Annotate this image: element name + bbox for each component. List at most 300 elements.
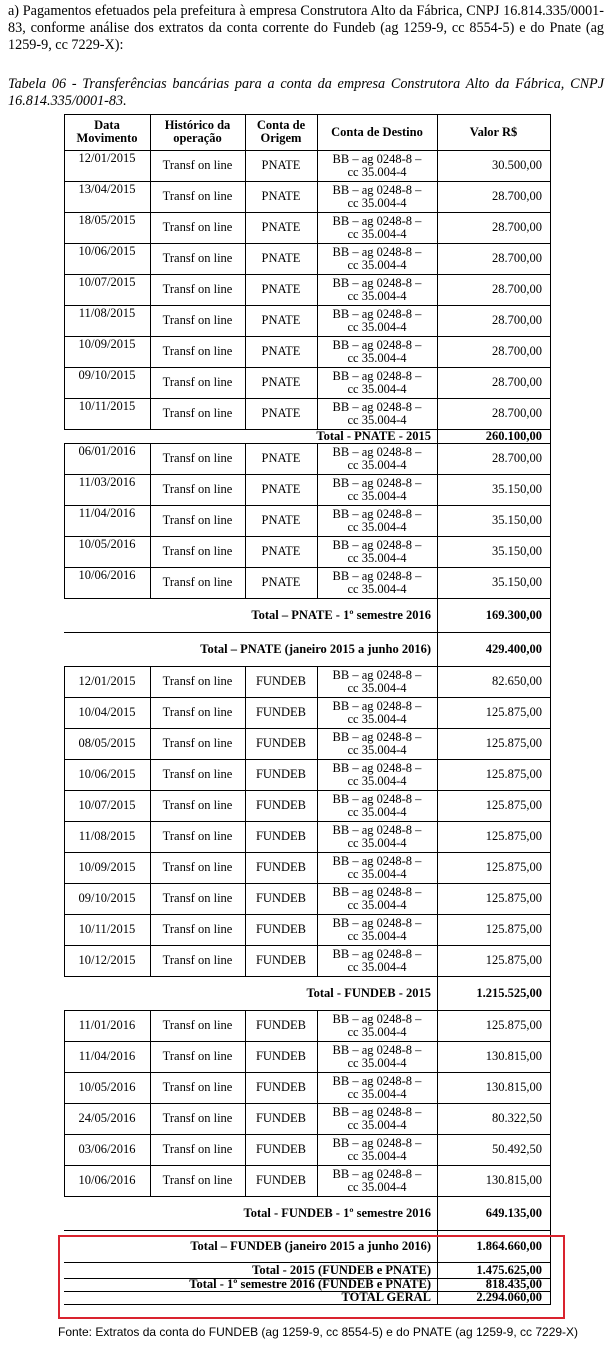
column-rule [64,759,65,790]
value-cell: 125.875,00 [485,767,542,781]
column-rule [245,1010,246,1041]
destination-bank-agency: BB – ag 0248-8 – [332,791,422,806]
column-rule [64,914,65,945]
destination-bank-agency: BB – ag 0248-8 – [332,1166,422,1181]
row-rule [64,976,551,977]
origin-cell: FUNDEB [255,798,306,812]
destination-bank-agency: BB – ag 0248-8 – [332,275,422,290]
column-rule [64,697,65,728]
value-cell: 50.492,50 [492,1142,542,1156]
column-rule [150,790,151,821]
value-cell: 125.875,00 [485,922,542,936]
destination-account-number: cc 35.004-4 [347,680,407,695]
column-rule [550,1165,551,1196]
table-caption: Tabela 06 - Transferências bancárias para a conta da empresa Construtora Alto da Fábrica, CNPJ 16.814.335/0001-83. [8,76,604,109]
column-rule [437,150,438,181]
column-rule [550,598,551,632]
row-rule [64,1196,551,1197]
column-rule [437,212,438,243]
grand-total-4-value: 2.294.060,00 [476,1290,542,1304]
column-rule [64,367,65,398]
column-rule [317,1072,318,1103]
date-cell: 10/04/2015 [78,705,136,719]
column-rule [317,883,318,914]
destination-account-number: cc 35.004-4 [347,350,407,365]
origin-cell: FUNDEB [255,1173,306,1187]
column-rule [437,1165,438,1196]
destination-bank-agency: BB – ag 0248-8 – [332,1011,422,1026]
history-cell: Transf on line [162,1049,233,1063]
history-cell: Transf on line [162,1142,233,1156]
column-rule [245,212,246,243]
column-rule [245,697,246,728]
destination-account-number: cc 35.004-4 [347,550,407,565]
column-rule [245,666,246,697]
date-cell: 10/12/2015 [78,953,136,967]
column-rule [150,1165,151,1196]
row-rule [64,1230,551,1231]
pnate-total-2-value: 169.300,00 [485,608,542,622]
destination-bank-agency: BB – ag 0248-8 – [332,337,422,352]
column-rule [64,1165,65,1196]
origin-cell: PNATE [261,282,301,296]
column-rule [150,821,151,852]
header-value: Valor R$ [469,124,518,139]
column-rule [64,1010,65,1041]
value-cell: 28.700,00 [492,251,542,265]
history-cell: Transf on line [162,767,233,781]
destination-bank-agency: BB – ag 0248-8 – [332,475,422,490]
destination-account-number: cc 35.004-4 [347,959,407,974]
destination-bank-agency: BB – ag 0248-8 – [332,915,422,930]
destination-account-cell [317,474,437,505]
column-rule [245,1165,246,1196]
destination-account-number: cc 35.004-4 [347,412,407,427]
header-origin: Conta de Origem [256,118,306,145]
column-rule [245,852,246,883]
column-rule [150,759,151,790]
column-rule [150,697,151,728]
column-rule [317,666,318,697]
value-cell: 125.875,00 [485,736,542,750]
column-rule [437,181,438,212]
column-rule [150,1010,151,1041]
column-rule [437,505,438,536]
column-rule [437,852,438,883]
highlight-box [58,1235,565,1319]
destination-account-number: cc 35.004-4 [347,581,407,596]
column-rule [317,1010,318,1041]
history-cell: Transf on line [162,544,233,558]
column-rule [437,1134,438,1165]
destination-account-cell [317,852,437,883]
column-rule [550,150,551,181]
origin-cell: PNATE [261,220,301,234]
destination-bank-agency: BB – ag 0248-8 – [332,698,422,713]
origin-cell: PNATE [261,575,301,589]
column-rule [550,821,551,852]
column-rule [64,1072,65,1103]
destination-account-number: cc 35.004-4 [347,1086,407,1101]
column-rule [64,212,65,243]
column-rule [64,114,65,150]
column-rule [150,243,151,274]
column-rule [437,536,438,567]
destination-account-number: cc 35.004-4 [347,1148,407,1163]
column-rule [317,243,318,274]
value-cell: 125.875,00 [485,829,542,843]
date-cell: 09/10/2015 [78,891,136,905]
destination-bank-agency: BB – ag 0248-8 – [332,1104,422,1119]
column-rule [550,536,551,567]
column-rule [550,429,551,443]
destination-account-cell [317,536,437,567]
origin-cell: PNATE [261,451,301,465]
column-rule [64,567,65,598]
column-rule [550,474,551,505]
column-rule [245,536,246,567]
destination-bank-agency: BB – ag 0248-8 – [332,1135,422,1150]
value-cell: 80.322,50 [492,1111,542,1125]
destination-bank-agency: BB – ag 0248-8 – [332,244,422,259]
value-cell: 125.875,00 [485,705,542,719]
origin-cell: PNATE [261,251,301,265]
destination-account-number: cc 35.004-4 [347,773,407,788]
date-cell: 08/05/2015 [78,736,136,750]
destination-account-cell [317,914,437,945]
column-rule [550,212,551,243]
column-rule [64,305,65,336]
column-rule [150,1041,151,1072]
history-cell: Transf on line [162,1173,233,1187]
date-cell: 10/11/2015 [78,399,136,413]
column-rule [550,852,551,883]
header-date: Data Movimento [76,118,138,145]
column-rule [245,759,246,790]
destination-account-number: cc 35.004-4 [347,226,407,241]
destination-bank-agency: BB – ag 0248-8 – [332,506,422,521]
history-cell: Transf on line [162,406,233,420]
destination-account-number: cc 35.004-4 [347,1024,407,1039]
column-rule [245,1134,246,1165]
column-rule [317,505,318,536]
table-source: Fonte: Extratos da conta do FUNDEB (ag 1259-9, cc 8554-5) e do PNATE (ag 1259-9, cc 7229-X) [58,1325,579,1339]
column-rule [317,567,318,598]
origin-cell: PNATE [261,313,301,327]
date-cell: 10/06/2015 [78,767,136,781]
column-rule [245,367,246,398]
destination-bank-agency: BB – ag 0248-8 – [332,1042,422,1057]
column-rule [437,976,438,1010]
column-rule [150,398,151,429]
column-rule [64,243,65,274]
date-cell: 09/10/2015 [78,368,136,382]
column-rule [64,398,65,429]
history-cell: Transf on line [162,736,233,750]
destination-account-cell [317,666,437,697]
destination-bank-agency: BB – ag 0248-8 – [332,729,422,744]
column-rule [550,443,551,474]
column-rule [150,945,151,976]
column-rule [64,1103,65,1134]
column-rule [64,728,65,759]
column-rule [550,632,551,666]
date-cell: 10/05/2016 [78,537,136,551]
destination-account-number: cc 35.004-4 [347,928,407,943]
pnate-overall-total-value: 429.400,00 [485,642,542,656]
column-rule [245,728,246,759]
date-cell: 10/06/2016 [78,1173,136,1187]
destination-bank-agency: BB – ag 0248-8 – [332,822,422,837]
column-rule [437,443,438,474]
destination-account-cell [317,790,437,821]
date-cell: 10/07/2015 [78,275,136,289]
column-rule [64,150,65,181]
destination-account-number: cc 35.004-4 [347,288,407,303]
column-rule [317,728,318,759]
column-rule [245,883,246,914]
destination-account-cell [317,150,437,181]
date-cell: 12/01/2015 [78,674,136,688]
column-rule [64,505,65,536]
pnate-total-1-value: 260.100,00 [485,429,542,443]
origin-cell: PNATE [261,344,301,358]
history-cell: Transf on line [162,953,233,967]
column-rule [437,945,438,976]
column-rule [245,790,246,821]
destination-bank-agency: BB – ag 0248-8 – [332,946,422,961]
destination-account-number: cc 35.004-4 [347,742,407,757]
intro-paragraph: a) Pagamentos efetuados pela prefeitura à empresa Construtora Alto da Fábrica, CNPJ 16.814.335/0001-83, conforme análise dos extratos da conta corrente do Fundeb (ag 1259-9, cc 8554-5) e do Pnate (ag 1259-9, cc 7229-X): [8,3,604,53]
destination-account-cell [317,821,437,852]
column-rule [245,914,246,945]
value-cell: 28.700,00 [492,406,542,420]
destination-bank-agency: BB – ag 0248-8 – [332,182,422,197]
date-cell: 10/09/2015 [78,337,136,351]
column-rule [64,336,65,367]
column-rule [150,1103,151,1134]
column-rule [64,852,65,883]
destination-account-cell [317,398,437,429]
destination-account-cell [317,567,437,598]
date-cell: 24/05/2016 [78,1111,136,1125]
value-cell: 125.875,00 [485,1018,542,1032]
column-rule [550,697,551,728]
destination-account-cell [317,697,437,728]
column-rule [317,181,318,212]
destination-account-cell [317,243,437,274]
column-rule [317,274,318,305]
history-cell: Transf on line [162,482,233,496]
destination-bank-agency: BB – ag 0248-8 – [332,853,422,868]
destination-bank-agency: BB – ag 0248-8 – [332,1073,422,1088]
destination-account-number: cc 35.004-4 [347,519,407,534]
column-rule [150,666,151,697]
history-cell: Transf on line [162,189,233,203]
column-rule [550,567,551,598]
history-cell: Transf on line [162,513,233,527]
date-cell: 13/04/2015 [78,182,136,196]
value-cell: 30.500,00 [492,158,542,172]
column-rule [317,212,318,243]
column-rule [550,1134,551,1165]
column-rule [437,243,438,274]
column-rule [317,945,318,976]
column-rule [317,1041,318,1072]
column-rule [245,305,246,336]
history-cell: Transf on line [162,451,233,465]
column-rule [317,1165,318,1196]
destination-account-cell [317,759,437,790]
pnate-overall-total-label: Total – PNATE (janeiro 2015 a junho 2016) [200,642,431,656]
column-rule [550,1103,551,1134]
column-rule [245,114,246,150]
column-rule [550,398,551,429]
column-rule [317,150,318,181]
column-rule [150,1134,151,1165]
date-cell: 12/01/2015 [78,151,136,165]
destination-account-number: cc 35.004-4 [347,488,407,503]
column-rule [437,790,438,821]
history-cell: Transf on line [162,375,233,389]
column-rule [317,443,318,474]
origin-cell: FUNDEB [255,829,306,843]
column-rule [437,1103,438,1134]
column-rule [550,274,551,305]
destination-account-number: cc 35.004-4 [347,866,407,881]
column-rule [64,1134,65,1165]
destination-account-cell [317,505,437,536]
destination-account-cell [317,305,437,336]
column-rule [245,1041,246,1072]
destination-bank-agency: BB – ag 0248-8 – [332,368,422,383]
history-cell: Transf on line [162,922,233,936]
destination-account-cell [317,367,437,398]
value-cell: 28.700,00 [492,451,542,465]
column-rule [150,883,151,914]
column-rule [317,367,318,398]
column-rule [437,1196,438,1230]
destination-account-cell [317,945,437,976]
destination-account-cell [317,443,437,474]
column-rule [150,728,151,759]
column-rule [317,398,318,429]
date-cell: 11/01/2016 [78,1018,136,1032]
column-rule [437,1010,438,1041]
destination-account-cell [317,1010,437,1041]
column-rule [64,274,65,305]
column-rule [437,821,438,852]
value-cell: 130.815,00 [485,1049,542,1063]
column-rule [437,398,438,429]
column-rule [550,666,551,697]
origin-cell: FUNDEB [255,1111,306,1125]
history-cell: Transf on line [162,674,233,688]
column-rule [64,1041,65,1072]
column-rule [317,852,318,883]
date-cell: 11/08/2015 [78,829,136,843]
header-history: Histórico da operação [164,118,231,145]
origin-cell: FUNDEB [255,736,306,750]
column-rule [150,181,151,212]
column-rule [317,1134,318,1165]
column-rule [245,443,246,474]
date-cell: 11/08/2015 [78,306,136,320]
column-rule [550,505,551,536]
column-rule [437,429,438,443]
column-rule [245,505,246,536]
column-rule [437,1072,438,1103]
column-rule [245,336,246,367]
origin-cell: FUNDEB [255,705,306,719]
destination-account-cell [317,1041,437,1072]
grand-total-1-label: Total – FUNDEB (janeiro 2015 a junho 2016) [190,1239,431,1253]
column-rule [437,914,438,945]
destination-account-cell [317,336,437,367]
column-rule [437,274,438,305]
fundeb-total-2-label: Total - FUNDEB - 1º semestre 2016 [243,1206,431,1220]
column-rule [64,474,65,505]
origin-cell: PNATE [261,189,301,203]
column-rule [550,945,551,976]
value-cell: 35.150,00 [492,482,542,496]
value-cell: 35.150,00 [492,544,542,558]
column-rule [150,474,151,505]
column-rule [437,305,438,336]
origin-cell: PNATE [261,406,301,420]
column-rule [245,274,246,305]
origin-cell: FUNDEB [255,674,306,688]
column-rule [550,243,551,274]
destination-bank-agency: BB – ag 0248-8 – [332,537,422,552]
column-rule [245,474,246,505]
column-rule [245,243,246,274]
value-cell: 35.150,00 [492,575,542,589]
column-rule [317,336,318,367]
date-cell: 10/07/2015 [78,798,136,812]
column-rule [150,443,151,474]
grand-total-3-label: Total - 1º semestre 2016 (FUNDEB e PNATE) [189,1277,431,1291]
column-rule [550,1041,551,1072]
history-cell: Transf on line [162,251,233,265]
column-rule [245,1103,246,1134]
destination-account-number: cc 35.004-4 [347,195,407,210]
grand-total-2-value: 1.475.625,00 [476,1263,542,1277]
destination-account-number: cc 35.004-4 [347,1179,407,1194]
fundeb-total-1-label: Total - FUNDEB - 2015 [306,986,431,1000]
origin-cell: FUNDEB [255,922,306,936]
column-rule [437,336,438,367]
origin-cell: FUNDEB [255,953,306,967]
column-rule [437,367,438,398]
column-rule [317,474,318,505]
destination-account-cell [317,274,437,305]
column-rule [150,114,151,150]
row-rule [64,598,551,599]
column-rule [150,367,151,398]
history-cell: Transf on line [162,798,233,812]
origin-cell: FUNDEB [255,1142,306,1156]
history-cell: Transf on line [162,1080,233,1094]
origin-cell: FUNDEB [255,860,306,874]
column-rule [64,945,65,976]
pnate-total-2-label: Total – PNATE - 1º semestre 2016 [251,608,431,622]
column-rule [245,821,246,852]
destination-account-number: cc 35.004-4 [347,1055,407,1070]
column-rule [550,367,551,398]
column-rule [550,759,551,790]
date-cell: 06/01/2016 [78,444,136,458]
